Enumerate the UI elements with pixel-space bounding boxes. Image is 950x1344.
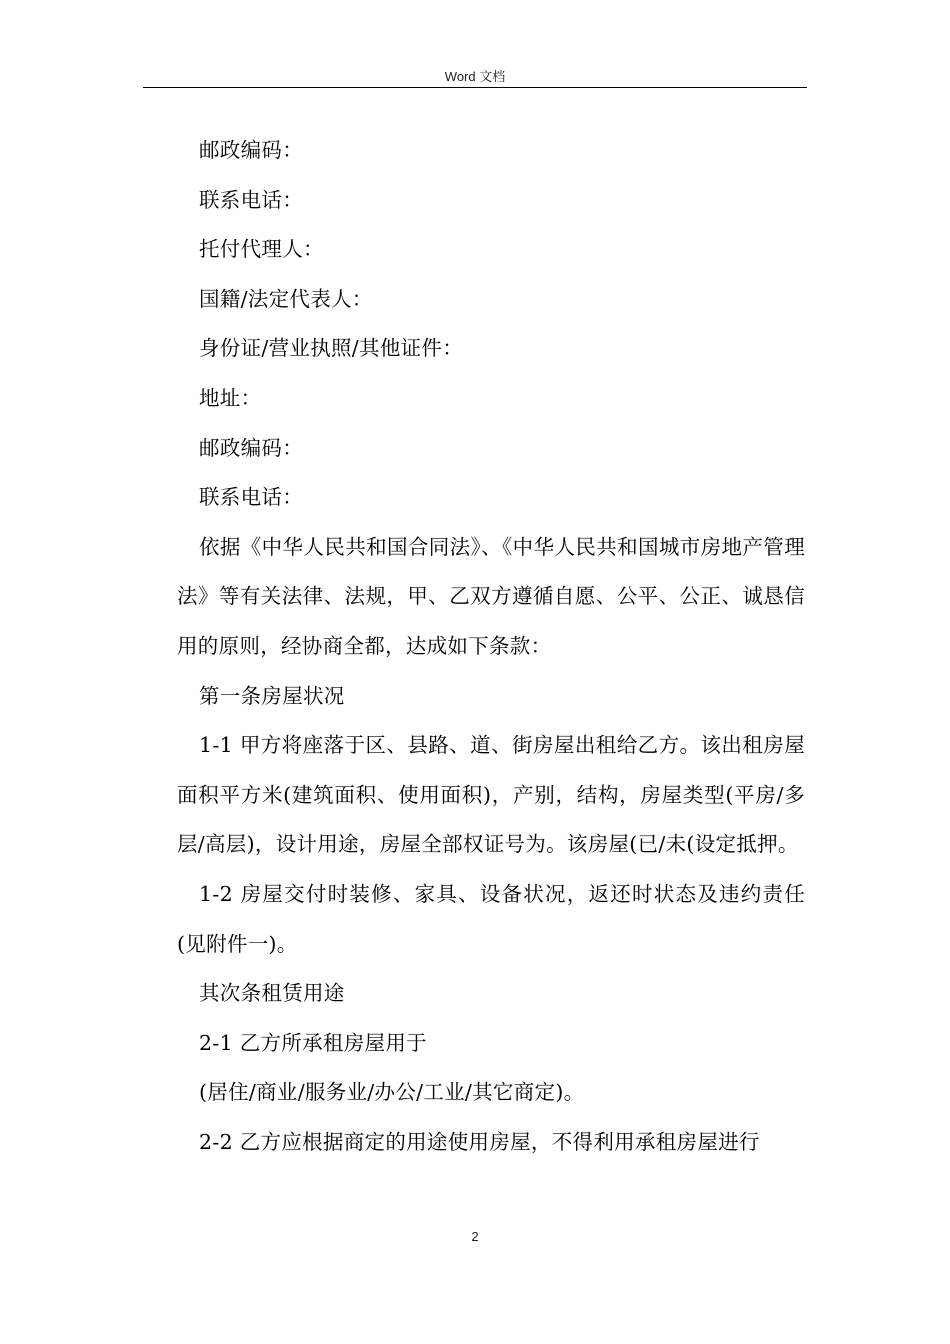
paragraph: 依据《中华人民共和国合同法》、《中华人民共和国城市房地产管理法》等有关法律、法规，甲、乙双方遵循自愿、公平、公正、诚恳信用的原则，经协商全都，达成如下条款： [177, 534, 805, 658]
paragraph: 托付代理人： [199, 237, 324, 262]
paragraph: 联系电话： [199, 187, 303, 212]
header-divider [143, 87, 807, 88]
section-heading: 其次条租赁用途 [199, 981, 345, 1006]
paragraph: 邮政编码： [199, 435, 303, 460]
paragraph: 2-1 乙方所承租房屋用于 [199, 1030, 427, 1055]
paragraph: 联系电话： [199, 485, 303, 510]
paragraph: 邮政编码： [199, 138, 303, 162]
paragraph: 身份证/营业执照/其他证件： [199, 336, 464, 361]
paragraph: 1-2 房屋交付时装修、家具、设备状况，返还时状态及违约责任(见附件一)。 [177, 881, 805, 956]
section-heading: 第一条房屋状况 [199, 683, 345, 708]
paragraph: 国籍/法定代表人： [199, 286, 373, 311]
paragraph: 1-1 甲方将座落于区、县路、道、街房屋出租给乙方。该出租房屋面积平方米(建筑面积、使用面积)，产别，结构，房屋类型(平房/多层/高层)，设计用途，房屋全部权证号为。该房屋(已/未(设定抵押。 [177, 733, 805, 857]
paragraph: 地址： [199, 385, 262, 410]
page-number: 2 [471, 1229, 479, 1244]
document-body [177, 126, 805, 1167]
page-header: Word 文档 [444, 69, 506, 84]
paragraph: (居住/商业/服务业/办公/工业/其它商定)。 [199, 1080, 585, 1105]
paragraph: 2-2 乙方应根据商定的用途使用房屋，不得利用承租房屋进行 [199, 1129, 760, 1154]
